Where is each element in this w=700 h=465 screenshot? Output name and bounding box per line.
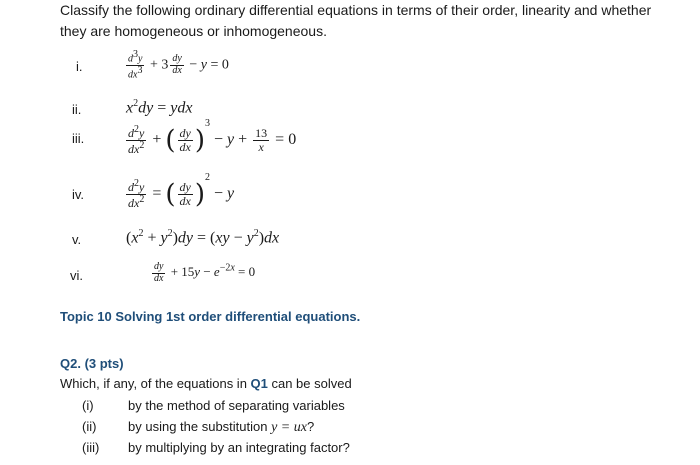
equation-iv: $\frac{d^2y}{dx^2}$ = ( $\frac{dy}{dx}$ )$^2$ − y xyxy=(128,172,235,210)
q2-option-ii: (ii) by using the substitution y = ux? xyxy=(82,419,315,435)
eq-number-v: v. xyxy=(72,232,82,247)
eq-number-iv: iv. xyxy=(72,187,85,202)
equation-iii: $\frac{d^2y}{dx^2}$ + ( $\frac{dy}{dx}$ )$^3$ − y + $\frac{13}{x}$ = 0 xyxy=(128,118,297,156)
q2-option-iii: (iii) by multiplying by an integrating factor? xyxy=(82,440,350,455)
eq-number-ii: ii. xyxy=(72,102,82,117)
eq-number-vi: vi. xyxy=(70,268,83,283)
q2-option-i: (i) by the method of separating variables xyxy=(82,398,345,413)
topic-heading: Topic 10 Solving 1st order differential equations. xyxy=(60,309,361,324)
eq-number-iii: iii. xyxy=(72,131,85,146)
q2-heading: Q2. (3 pts) xyxy=(60,356,124,371)
q2-question: Which, if any, of the equations in Q1 can be solved xyxy=(60,376,352,391)
equation-i: $\frac{d^3y}{dx^3}$ + 3 $\frac{dy}{dx}$ − y = 0 xyxy=(128,49,229,81)
equation-v: $(x^2 + y^2)dy = (xy - y^2)dx$ xyxy=(126,228,280,247)
equation-vi: $\frac{dy}{dx}$ + $15y - e^{-2x} = 0$ xyxy=(154,261,256,284)
equation-ii: $x^2dy$ = ydx xyxy=(126,98,193,117)
q1-reference: Q1 xyxy=(250,376,268,391)
eq-number-i: i. xyxy=(76,59,83,74)
intro-text: Classify the following ordinary differential equations in terms of their order, linearity and whether they are homogeneous or inhomogeneous. xyxy=(60,2,652,39)
